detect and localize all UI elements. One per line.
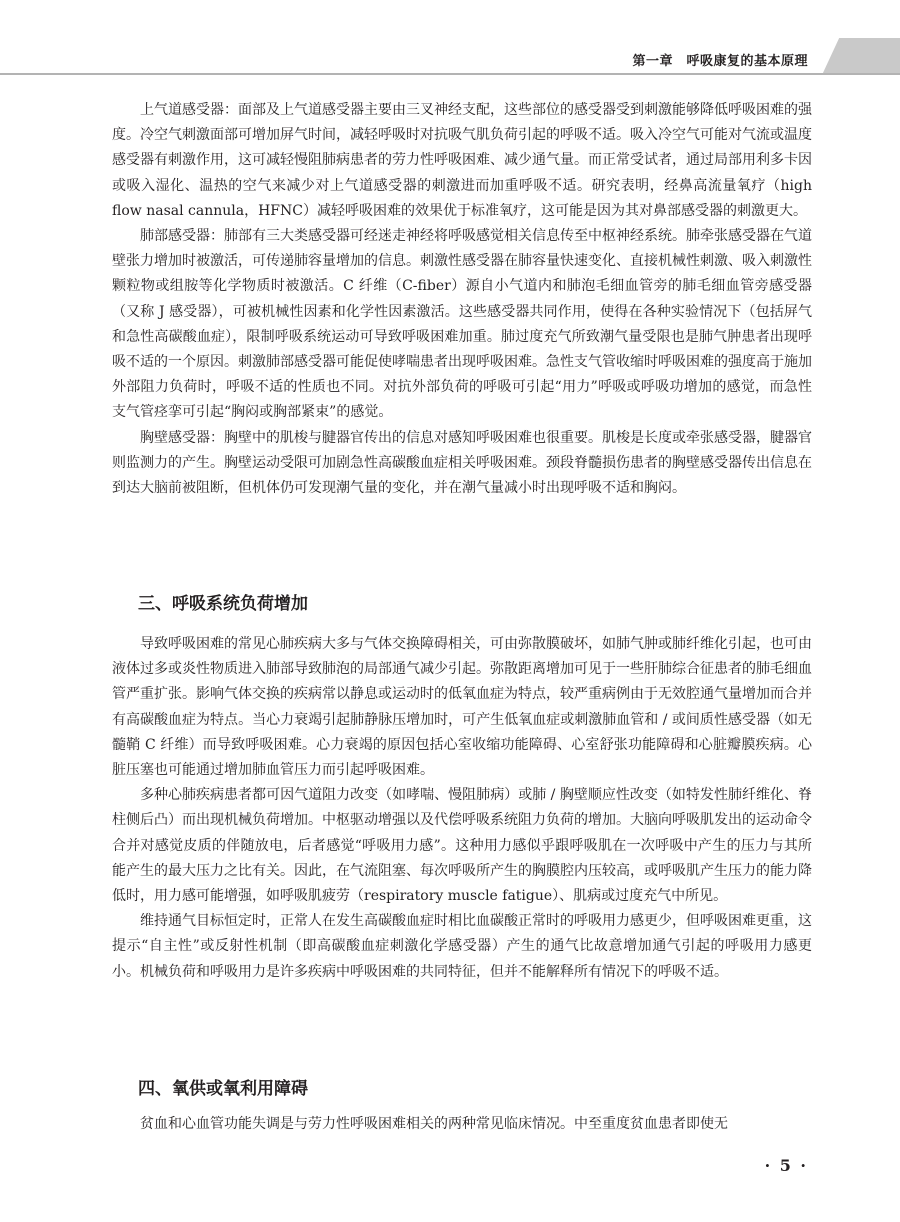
paragraph-ventilation-target: 维持通气目标恒定时，正常人在发生高碳酸血症时相比血碳酸正常时的呼吸用力感更少，但呼吸困难更重，这提示“自主性”或反射性机制（即高碳酸血症刺激化学感受器）产生的通气比故意增加通气引起的呼吸用力感更小。机械负荷和呼吸用力是许多疾病中呼吸困难的共同特征，但并不能解释所有情况下的呼吸不适。	[112, 913, 812, 980]
paragraph-chest-wall-receptors: 胸壁感受器：胸壁中的肌梭与腱器官传出的信息对感知呼吸困难也很重要。肌梭是长度或牵张感受器，腱器官则监测力的产生。胸壁运动受限可加剧急性高碳酸血症相关呼吸困难。颈段脊髓损伤患者的胸壁感受器传出信息在到达大脑前被阻断，但机体仍可发现潮气量的变化，并在潮气量减小时出现呼吸不适和胸闷。	[112, 429, 812, 497]
header-rule	[0, 73, 900, 75]
body-block-a	[112, 98, 812, 501]
paragraph-mechanical-load: 多种心肺疾病患者都可因气道阻力改变（如哮喘、慢阻肺病）或肺 / 胸壁顺应性改变（如特发性肺纤维化、脊柱侧后凸）而出现机械负荷增加。中枢驱动增强以及代偿呼吸系统阻力负荷的增加。大脑向呼吸肌发出的运动命令合并对感觉皮质的伴随放电，后者感觉“呼吸用力感”。这种用力感似乎跟呼吸肌在一次呼吸中产生的压力与其所能产生的最大压力之比有关。因此，在气流阻塞、每次呼吸所产生的胸膜腔内压较高，或呼吸肌产生压力的能力降低时，用力感可能增强，如呼吸肌疲劳（respiratory muscle fatigue）、肌病或过度充气中所见。	[112, 787, 812, 905]
paragraph-upper-airway-receptors: 上气道感受器：面部及上气道感受器主要由三叉神经支配，这些部位的感受器受到刺激能够降低呼吸困难的强度。冷空气刺激面部可增加屏气时间，减轻呼吸时对抗吸气肌负荷引起的呼吸不适。吸入冷空气可能对气流或温度感受器有刺激作用，这可减轻慢阻肺病患者的劳力性呼吸困难、减少通气量。而正常受试者，通过局部用利多卡因或吸入湿化、温热的空气来减少对上气道感受器的刺激进而加重呼吸不适。研究表明，经鼻高流量氧疗（high flow nasal cannula，HFNC）减轻呼吸困难的效果优于标准氧疗，这可能是因为其对鼻部感受器的刺激更大。	[112, 102, 812, 219]
paragraph-gas-exchange: 导致呼吸困难的常见心肺疾病大多与气体交换障碍相关，可由弥散膜破坏，如肺气肿或肺纤维化引起，也可由液体过多或炎性物质进入肺部导致肺泡的局部通气减少引起。弥散距离增加可见于一些肝肺综合征患者的肺毛细血管严重扩张。影响气体交换的疾病常以静息或运动时的低氧血症为特点，较严重病例由于无效腔通气量增加而合并有高碳酸血症为特点。当心力衰竭引起肺静脉压增加时，可产生低氧血症或刺激肺血管和 / 或间质性感受器（如无髓鞘 C 纤维）而导致呼吸困难。心力衰竭的原因包括心室收缩功能障碍、心室舒张功能障碍和心脏瓣膜疾病。心脏压塞也可能通过增加肺血管压力而引起呼吸困难。	[112, 636, 812, 779]
page-header	[0, 0, 900, 76]
header-tab-decoration	[822, 38, 900, 75]
body-block-c	[112, 1112, 812, 1137]
section-heading-4: 四、氧供或氧利用障碍	[138, 1079, 308, 1099]
section-heading-3: 三、呼吸系统负荷增加	[138, 594, 308, 614]
running-head: 第一章 呼吸康复的基本原理	[632, 54, 808, 69]
paragraph-anemia: 贫血和心血管功能失调是与劳力性呼吸困难相关的两种常见临床情况。中至重度贫血患者即使无	[140, 1116, 728, 1132]
page-number: · 5 ·	[764, 1156, 808, 1175]
paragraph-lung-receptors: 肺部感受器：肺部有三大类感受器可经迷走神经将呼吸感觉相关信息传至中枢神经系统。肺牵张感受器在气道壁张力增加时被激活，可传递肺容量增加的信息。刺激性感受器在肺容量快速变化、直接机械性刺激、吸入刺激性颗粒物或组胺等化学物质时被激活。C 纤维（C-fiber）源自小气道内和肺泡毛细血管旁的肺毛细血管旁感受器（又称 J 感受器），可被机械性因素和化学性因素激活。这些感受器共同作用，使得在各种实验情况下（包括屏气和急性高碳酸血症），限制呼吸系统运动可导致呼吸困难加重。肺过度充气所致潮气量受限也是肺气肿患者出现呼吸不适的一个原因。刺激肺部感受器可能促使哮喘患者出现呼吸困难。急性支气管收缩时呼吸困难的强度高于施加外部阻力负荷时，呼吸不适的性质也不同。对抗外部负荷的呼吸可引起“用力”呼吸或呼吸功增加的感觉，而急性支气管痉挛可引起“胸闷或胸部紧束”的感觉。	[112, 228, 812, 421]
body-block-b	[112, 632, 812, 985]
